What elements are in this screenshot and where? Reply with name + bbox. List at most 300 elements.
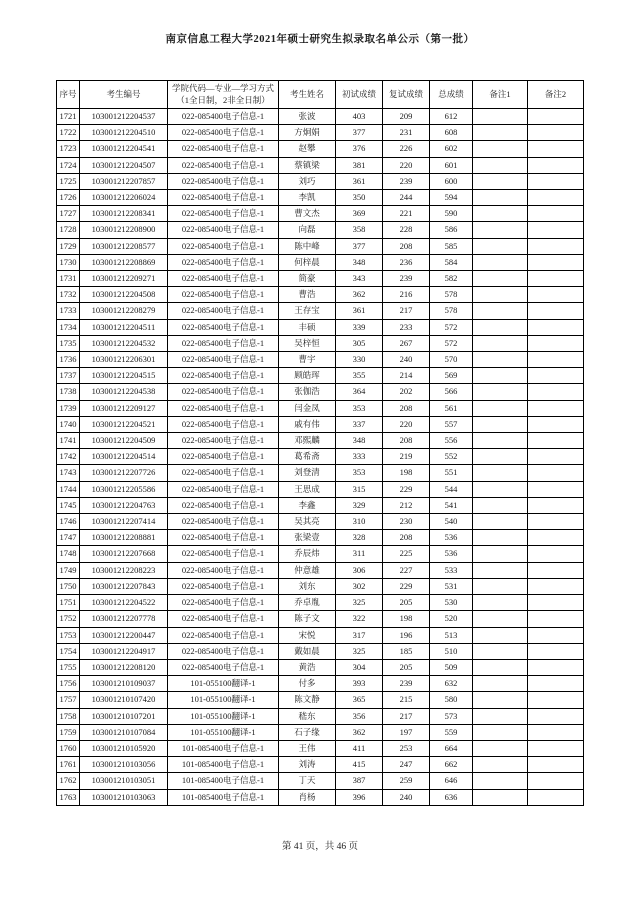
cell-candidate-id: 103001212200447 xyxy=(80,627,168,643)
cell-candidate-id: 103001212208881 xyxy=(80,530,168,546)
cell-initial-score: 356 xyxy=(336,708,383,724)
cell-note2 xyxy=(528,627,584,643)
cell-note2 xyxy=(528,352,584,368)
cell-note2 xyxy=(528,254,584,270)
cell-major: 022-085400电子信息-1 xyxy=(168,514,279,530)
cell-candidate-id: 103001212204514 xyxy=(80,449,168,465)
cell-note2 xyxy=(528,433,584,449)
cell-major: 022-085400电子信息-1 xyxy=(168,562,279,578)
cell-note2 xyxy=(528,190,584,206)
cell-retest-score: 185 xyxy=(383,643,430,659)
cell-total-score: 556 xyxy=(430,433,473,449)
cell-initial-score: 333 xyxy=(336,449,383,465)
cell-retest-score: 220 xyxy=(383,416,430,432)
header-candidate-name: 考生姓名 xyxy=(279,81,336,109)
cell-retest-score: 239 xyxy=(383,271,430,287)
cell-candidate-name: 曹文杰 xyxy=(279,206,336,222)
cell-initial-score: 329 xyxy=(336,497,383,513)
cell-candidate-name: 吴梓恒 xyxy=(279,335,336,351)
cell-total-score: 551 xyxy=(430,465,473,481)
cell-major: 101-085400电子信息-1 xyxy=(168,789,279,805)
cell-candidate-id: 103001212209127 xyxy=(80,400,168,416)
cell-note2 xyxy=(528,238,584,254)
cell-retest-score: 219 xyxy=(383,449,430,465)
cell-major: 022-085400电子信息-1 xyxy=(168,546,279,562)
cell-total-score: 561 xyxy=(430,400,473,416)
cell-note1 xyxy=(473,546,528,562)
cell-candidate-name: 王思成 xyxy=(279,481,336,497)
cell-initial-score: 337 xyxy=(336,416,383,432)
cell-candidate-id: 103001210109037 xyxy=(80,676,168,692)
cell-index: 1742 xyxy=(57,449,80,465)
cell-major: 022-085400电子信息-1 xyxy=(168,125,279,141)
cell-major: 022-085400电子信息-1 xyxy=(168,416,279,432)
cell-note2 xyxy=(528,562,584,578)
cell-retest-score: 198 xyxy=(383,465,430,481)
table-row xyxy=(57,449,584,465)
cell-candidate-name: 方炯娟 xyxy=(279,125,336,141)
cell-initial-score: 355 xyxy=(336,368,383,384)
cell-index: 1737 xyxy=(57,368,80,384)
cell-total-score: 570 xyxy=(430,352,473,368)
cell-major: 022-085400电子信息-1 xyxy=(168,271,279,287)
cell-note2 xyxy=(528,514,584,530)
table-body xyxy=(57,109,584,806)
cell-major: 101-055100翻译-1 xyxy=(168,692,279,708)
cell-candidate-id: 103001212204538 xyxy=(80,384,168,400)
admission-table xyxy=(56,80,584,806)
table-row xyxy=(57,692,584,708)
cell-candidate-name: 乔辰炜 xyxy=(279,546,336,562)
cell-note1 xyxy=(473,109,528,125)
cell-retest-score: 205 xyxy=(383,595,430,611)
cell-candidate-name: 向磊 xyxy=(279,222,336,238)
table-row xyxy=(57,740,584,756)
cell-note1 xyxy=(473,497,528,513)
cell-candidate-name: 丰硕 xyxy=(279,319,336,335)
cell-retest-score: 196 xyxy=(383,627,430,643)
cell-candidate-name: 石子缘 xyxy=(279,724,336,740)
cell-initial-score: 328 xyxy=(336,530,383,546)
cell-note1 xyxy=(473,319,528,335)
cell-total-score: 585 xyxy=(430,238,473,254)
cell-total-score: 580 xyxy=(430,692,473,708)
cell-index: 1731 xyxy=(57,271,80,287)
cell-major: 022-085400电子信息-1 xyxy=(168,287,279,303)
cell-index: 1744 xyxy=(57,481,80,497)
cell-index: 1734 xyxy=(57,319,80,335)
cell-candidate-name: 黄浩 xyxy=(279,659,336,675)
table-row xyxy=(57,514,584,530)
cell-note2 xyxy=(528,546,584,562)
cell-retest-score: 220 xyxy=(383,157,430,173)
cell-retest-score: 217 xyxy=(383,708,430,724)
cell-note2 xyxy=(528,611,584,627)
cell-major: 101-085400电子信息-1 xyxy=(168,740,279,756)
cell-candidate-id: 103001212207843 xyxy=(80,578,168,594)
cell-retest-score: 230 xyxy=(383,514,430,530)
table-row xyxy=(57,659,584,675)
cell-retest-score: 259 xyxy=(383,773,430,789)
cell-major: 022-085400电子信息-1 xyxy=(168,335,279,351)
cell-note1 xyxy=(473,384,528,400)
table-row xyxy=(57,676,584,692)
cell-total-score: 608 xyxy=(430,125,473,141)
cell-initial-score: 315 xyxy=(336,481,383,497)
cell-index: 1741 xyxy=(57,433,80,449)
cell-total-score: 569 xyxy=(430,368,473,384)
cell-index: 1759 xyxy=(57,724,80,740)
cell-total-score: 582 xyxy=(430,271,473,287)
cell-index: 1752 xyxy=(57,611,80,627)
cell-index: 1728 xyxy=(57,222,80,238)
table-row xyxy=(57,254,584,270)
cell-initial-score: 305 xyxy=(336,335,383,351)
cell-index: 1732 xyxy=(57,287,80,303)
cell-candidate-name: 邓熙麟 xyxy=(279,433,336,449)
cell-total-score: 578 xyxy=(430,287,473,303)
cell-candidate-name: 蔡镇梁 xyxy=(279,157,336,173)
cell-candidate-id: 103001212208223 xyxy=(80,562,168,578)
cell-retest-score: 217 xyxy=(383,303,430,319)
cell-retest-score: 233 xyxy=(383,319,430,335)
cell-candidate-name: 赵攀 xyxy=(279,141,336,157)
cell-candidate-name: 刘东 xyxy=(279,578,336,594)
cell-total-score: 536 xyxy=(430,546,473,562)
cell-candidate-id: 103001212208341 xyxy=(80,206,168,222)
cell-retest-score: 267 xyxy=(383,335,430,351)
cell-candidate-name: 刘巧 xyxy=(279,173,336,189)
cell-index: 1725 xyxy=(57,173,80,189)
header-row xyxy=(57,81,584,109)
cell-note1 xyxy=(473,481,528,497)
cell-initial-score: 343 xyxy=(336,271,383,287)
cell-note1 xyxy=(473,416,528,432)
header-note1: 备注1 xyxy=(473,81,528,109)
cell-note1 xyxy=(473,287,528,303)
cell-major: 022-085400电子信息-1 xyxy=(168,190,279,206)
cell-major: 022-085400电子信息-1 xyxy=(168,141,279,157)
cell-note1 xyxy=(473,433,528,449)
cell-candidate-name: 王伟 xyxy=(279,740,336,756)
cell-candidate-name: 张伽浩 xyxy=(279,384,336,400)
cell-note1 xyxy=(473,271,528,287)
cell-index: 1743 xyxy=(57,465,80,481)
cell-total-score: 544 xyxy=(430,481,473,497)
cell-note1 xyxy=(473,708,528,724)
cell-retest-score: 240 xyxy=(383,352,430,368)
cell-total-score: 520 xyxy=(430,611,473,627)
cell-initial-score: 353 xyxy=(336,400,383,416)
cell-candidate-id: 103001212204532 xyxy=(80,335,168,351)
cell-total-score: 559 xyxy=(430,724,473,740)
cell-candidate-id: 103001212208900 xyxy=(80,222,168,238)
cell-total-score: 636 xyxy=(430,789,473,805)
cell-major: 022-085400电子信息-1 xyxy=(168,659,279,675)
header-major-line2: （1全日制，2非全日制） xyxy=(176,94,270,105)
cell-note1 xyxy=(473,595,528,611)
cell-note1 xyxy=(473,303,528,319)
cell-index: 1758 xyxy=(57,708,80,724)
cell-candidate-id: 103001212207778 xyxy=(80,611,168,627)
cell-initial-score: 304 xyxy=(336,659,383,675)
cell-note2 xyxy=(528,789,584,805)
table-row xyxy=(57,465,584,481)
cell-major: 022-085400电子信息-1 xyxy=(168,530,279,546)
cell-initial-score: 322 xyxy=(336,611,383,627)
cell-retest-score: 236 xyxy=(383,254,430,270)
cell-initial-score: 325 xyxy=(336,643,383,659)
cell-candidate-name: 曹浩 xyxy=(279,287,336,303)
cell-major: 101-055100翻译-1 xyxy=(168,676,279,692)
cell-total-score: 578 xyxy=(430,303,473,319)
cell-retest-score: 229 xyxy=(383,481,430,497)
cell-total-score: 584 xyxy=(430,254,473,270)
cell-note1 xyxy=(473,141,528,157)
table-row xyxy=(57,481,584,497)
cell-candidate-id: 103001212207414 xyxy=(80,514,168,530)
cell-major: 022-085400电子信息-1 xyxy=(168,303,279,319)
cell-note1 xyxy=(473,562,528,578)
cell-candidate-name: 吴其亮 xyxy=(279,514,336,530)
cell-retest-score: 239 xyxy=(383,676,430,692)
cell-note2 xyxy=(528,643,584,659)
cell-retest-score: 202 xyxy=(383,384,430,400)
cell-note2 xyxy=(528,497,584,513)
cell-major: 022-085400电子信息-1 xyxy=(168,497,279,513)
cell-initial-score: 317 xyxy=(336,627,383,643)
cell-note2 xyxy=(528,740,584,756)
cell-note2 xyxy=(528,416,584,432)
cell-initial-score: 365 xyxy=(336,692,383,708)
cell-candidate-name: 仲意雄 xyxy=(279,562,336,578)
cell-retest-score: 229 xyxy=(383,578,430,594)
cell-major: 101-055100翻译-1 xyxy=(168,708,279,724)
cell-index: 1738 xyxy=(57,384,80,400)
cell-candidate-name: 宋悦 xyxy=(279,627,336,643)
cell-retest-score: 216 xyxy=(383,287,430,303)
cell-retest-score: 228 xyxy=(383,222,430,238)
cell-candidate-id: 103001212208279 xyxy=(80,303,168,319)
cell-initial-score: 361 xyxy=(336,173,383,189)
cell-initial-score: 348 xyxy=(336,433,383,449)
header-major xyxy=(168,81,279,109)
cell-index: 1722 xyxy=(57,125,80,141)
cell-major: 022-085400电子信息-1 xyxy=(168,595,279,611)
cell-candidate-id: 103001212204515 xyxy=(80,368,168,384)
cell-index: 1730 xyxy=(57,254,80,270)
cell-candidate-id: 103001212204763 xyxy=(80,497,168,513)
cell-note1 xyxy=(473,254,528,270)
header-major-line1: 学院代码—专业—学习方式 xyxy=(171,83,274,94)
cell-candidate-id: 103001212204537 xyxy=(80,109,168,125)
cell-candidate-name: 丁天 xyxy=(279,773,336,789)
cell-index: 1753 xyxy=(57,627,80,643)
cell-initial-score: 396 xyxy=(336,789,383,805)
cell-candidate-name: 刘涛 xyxy=(279,757,336,773)
cell-candidate-id: 103001212208869 xyxy=(80,254,168,270)
cell-initial-score: 311 xyxy=(336,546,383,562)
table-row xyxy=(57,125,584,141)
cell-note1 xyxy=(473,157,528,173)
cell-candidate-name: 何梓晨 xyxy=(279,254,336,270)
cell-note1 xyxy=(473,773,528,789)
cell-candidate-name: 李凯 xyxy=(279,190,336,206)
cell-retest-score: 240 xyxy=(383,789,430,805)
cell-major: 022-085400电子信息-1 xyxy=(168,157,279,173)
cell-initial-score: 377 xyxy=(336,238,383,254)
table-row xyxy=(57,109,584,125)
cell-initial-score: 369 xyxy=(336,206,383,222)
cell-total-score: 536 xyxy=(430,530,473,546)
cell-note1 xyxy=(473,206,528,222)
header-candidate-id: 考生编号 xyxy=(80,81,168,109)
cell-initial-score: 377 xyxy=(336,125,383,141)
cell-note1 xyxy=(473,659,528,675)
cell-retest-score: 231 xyxy=(383,125,430,141)
cell-candidate-id: 103001212206301 xyxy=(80,352,168,368)
cell-candidate-name: 张梁壹 xyxy=(279,530,336,546)
cell-note2 xyxy=(528,449,584,465)
cell-candidate-name: 戚有伟 xyxy=(279,416,336,432)
page-title: 南京信息工程大学2021年硕士研究生拟录取名单公示（第一批） xyxy=(165,34,475,45)
header-index: 序号 xyxy=(57,81,80,109)
cell-index: 1760 xyxy=(57,740,80,756)
cell-note2 xyxy=(528,206,584,222)
table-row xyxy=(57,335,584,351)
cell-note2 xyxy=(528,157,584,173)
cell-candidate-id: 103001212204508 xyxy=(80,287,168,303)
cell-note2 xyxy=(528,368,584,384)
cell-initial-score: 364 xyxy=(336,384,383,400)
cell-major: 022-085400电子信息-1 xyxy=(168,627,279,643)
cell-retest-score: 208 xyxy=(383,433,430,449)
cell-note2 xyxy=(528,109,584,125)
cell-note1 xyxy=(473,530,528,546)
cell-retest-score: 214 xyxy=(383,368,430,384)
cell-initial-score: 403 xyxy=(336,109,383,125)
cell-note2 xyxy=(528,595,584,611)
table-row xyxy=(57,400,584,416)
cell-index: 1761 xyxy=(57,757,80,773)
cell-index: 1749 xyxy=(57,562,80,578)
cell-candidate-name: 戴如晨 xyxy=(279,643,336,659)
cell-note2 xyxy=(528,303,584,319)
cell-index: 1745 xyxy=(57,497,80,513)
cell-initial-score: 339 xyxy=(336,319,383,335)
cell-major: 022-085400电子信息-1 xyxy=(168,206,279,222)
cell-note1 xyxy=(473,190,528,206)
cell-note2 xyxy=(528,173,584,189)
cell-total-score: 531 xyxy=(430,578,473,594)
cell-index: 1733 xyxy=(57,303,80,319)
cell-candidate-id: 103001212204510 xyxy=(80,125,168,141)
cell-total-score: 566 xyxy=(430,384,473,400)
table-row xyxy=(57,773,584,789)
cell-retest-score: 208 xyxy=(383,530,430,546)
cell-major: 022-085400电子信息-1 xyxy=(168,254,279,270)
cell-candidate-id: 103001210105920 xyxy=(80,740,168,756)
cell-note1 xyxy=(473,173,528,189)
cell-note1 xyxy=(473,465,528,481)
cell-major: 022-085400电子信息-1 xyxy=(168,352,279,368)
cell-retest-score: 205 xyxy=(383,659,430,675)
table-row xyxy=(57,627,584,643)
cell-index: 1762 xyxy=(57,773,80,789)
table-row xyxy=(57,384,584,400)
cell-index: 1757 xyxy=(57,692,80,708)
cell-note1 xyxy=(473,757,528,773)
cell-total-score: 557 xyxy=(430,416,473,432)
cell-note1 xyxy=(473,335,528,351)
cell-index: 1756 xyxy=(57,676,80,692)
cell-candidate-name: 付多 xyxy=(279,676,336,692)
cell-retest-score: 247 xyxy=(383,757,430,773)
cell-index: 1740 xyxy=(57,416,80,432)
cell-note2 xyxy=(528,271,584,287)
cell-major: 022-085400电子信息-1 xyxy=(168,465,279,481)
table-row xyxy=(57,433,584,449)
cell-note1 xyxy=(473,125,528,141)
cell-candidate-name: 闫金凤 xyxy=(279,400,336,416)
cell-candidate-id: 103001212204917 xyxy=(80,643,168,659)
cell-note2 xyxy=(528,773,584,789)
cell-total-score: 573 xyxy=(430,708,473,724)
table-row xyxy=(57,708,584,724)
cell-index: 1735 xyxy=(57,335,80,351)
cell-note2 xyxy=(528,125,584,141)
cell-note2 xyxy=(528,578,584,594)
table-row xyxy=(57,222,584,238)
cell-index: 1727 xyxy=(57,206,80,222)
table-row xyxy=(57,416,584,432)
table-row xyxy=(57,157,584,173)
cell-major: 022-085400电子信息-1 xyxy=(168,173,279,189)
cell-index: 1755 xyxy=(57,659,80,675)
cell-total-score: 646 xyxy=(430,773,473,789)
cell-major: 022-085400电子信息-1 xyxy=(168,222,279,238)
cell-initial-score: 376 xyxy=(336,141,383,157)
cell-total-score: 510 xyxy=(430,643,473,659)
header-retest-score: 复试成绩 xyxy=(383,81,430,109)
table-row xyxy=(57,595,584,611)
cell-total-score: 612 xyxy=(430,109,473,125)
cell-retest-score: 208 xyxy=(383,400,430,416)
cell-total-score: 572 xyxy=(430,335,473,351)
table-row xyxy=(57,562,584,578)
cell-retest-score: 244 xyxy=(383,190,430,206)
header-total-score: 总成绩 xyxy=(430,81,473,109)
cell-note1 xyxy=(473,676,528,692)
cell-index: 1726 xyxy=(57,190,80,206)
cell-note2 xyxy=(528,465,584,481)
cell-candidate-name: 简豪 xyxy=(279,271,336,287)
cell-candidate-id: 103001212204507 xyxy=(80,157,168,173)
cell-note2 xyxy=(528,659,584,675)
cell-total-score: 533 xyxy=(430,562,473,578)
cell-index: 1748 xyxy=(57,546,80,562)
table-row xyxy=(57,643,584,659)
cell-major: 022-085400电子信息-1 xyxy=(168,643,279,659)
cell-index: 1754 xyxy=(57,643,80,659)
cell-total-score: 590 xyxy=(430,206,473,222)
cell-note1 xyxy=(473,611,528,627)
cell-note2 xyxy=(528,708,584,724)
cell-note1 xyxy=(473,238,528,254)
cell-candidate-id: 103001212209271 xyxy=(80,271,168,287)
cell-initial-score: 361 xyxy=(336,303,383,319)
cell-retest-score: 197 xyxy=(383,724,430,740)
